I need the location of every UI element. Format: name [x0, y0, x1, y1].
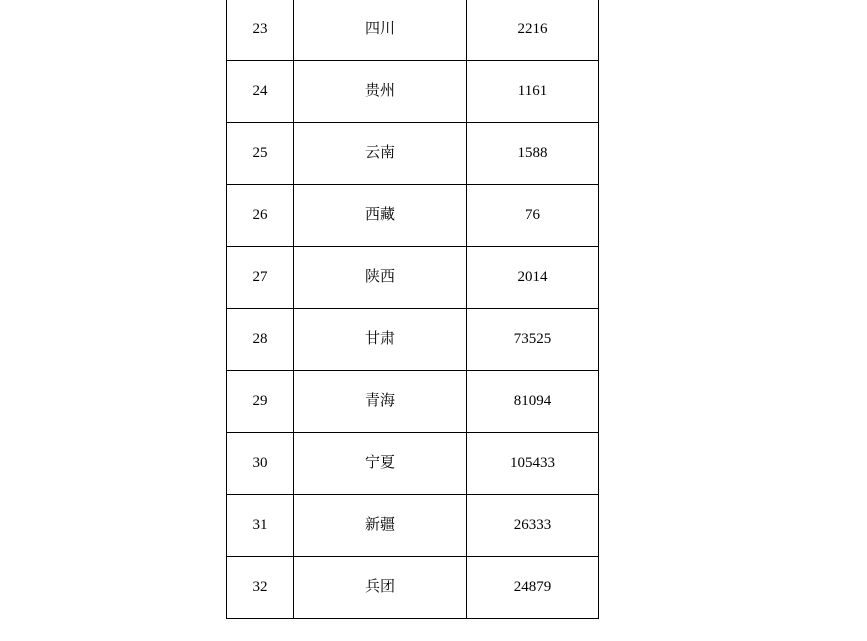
province-cell: 新疆: [294, 495, 467, 557]
value-cell: 73525: [467, 309, 599, 371]
province-cell: 云南: [294, 123, 467, 185]
value-cell: 1588: [467, 123, 599, 185]
province-cell: 兵团: [294, 557, 467, 619]
value-cell: 81094: [467, 371, 599, 433]
province-cell: 甘肃: [294, 309, 467, 371]
table-body: [227, 0, 599, 619]
rank-cell: 23: [227, 0, 294, 61]
rank-cell: 31: [227, 495, 294, 557]
province-cell: 四川: [294, 0, 467, 61]
table-row: [227, 557, 599, 619]
table-row: [227, 123, 599, 185]
rank-cell: 29: [227, 371, 294, 433]
value-cell: 24879: [467, 557, 599, 619]
province-cell: 西藏: [294, 185, 467, 247]
rank-cell: 26: [227, 185, 294, 247]
value-cell: 2014: [467, 247, 599, 309]
table-row: [227, 0, 599, 61]
value-cell: 26333: [467, 495, 599, 557]
province-cell: 青海: [294, 371, 467, 433]
value-cell: 76: [467, 185, 599, 247]
value-cell: 1161: [467, 61, 599, 123]
value-cell: 105433: [467, 433, 599, 495]
table-row: [227, 371, 599, 433]
table-row: [227, 495, 599, 557]
table-row: [227, 185, 599, 247]
rank-cell: 30: [227, 433, 294, 495]
table-row: [227, 61, 599, 123]
rank-cell: 28: [227, 309, 294, 371]
rank-cell: 27: [227, 247, 294, 309]
rank-cell: 24: [227, 61, 294, 123]
province-cell: 宁夏: [294, 433, 467, 495]
province-cell: 陕西: [294, 247, 467, 309]
rank-cell: 32: [227, 557, 294, 619]
province-table: [226, 0, 599, 619]
table-row: [227, 309, 599, 371]
table-row: [227, 433, 599, 495]
province-cell: 贵州: [294, 61, 467, 123]
rank-cell: 25: [227, 123, 294, 185]
value-cell: 2216: [467, 0, 599, 61]
table-row: [227, 247, 599, 309]
